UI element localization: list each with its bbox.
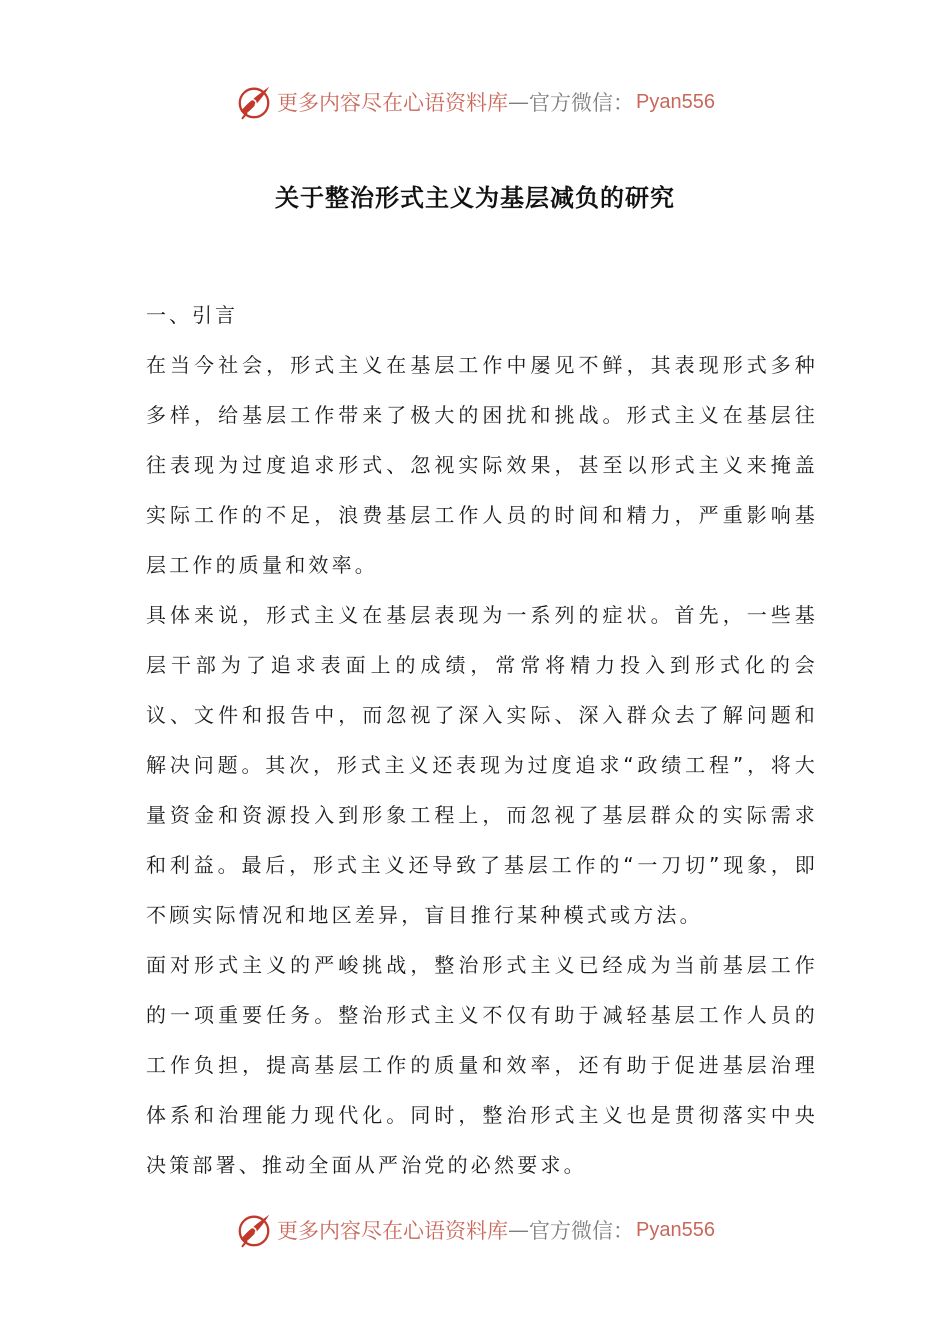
pen-quill-icon bbox=[235, 1211, 273, 1249]
watermark-label: 官方微信： bbox=[529, 91, 635, 115]
paragraph-2: 具体来说，形式主义在基层表现为一系列的症状。首先，一些基层干部为了追求表面上的成绩，常常将精力投入到形式化的会议、文件和报告中，而忽视了深入实际、深入群众去了解问题和解决问题。其次，形式主义还表现为过度追求“政绩工程”，将大量资金和资源投入到形象工程上，而忽视了基层群众的实际需求和利益。最后，形式主义还导致了基层工作的“一刀切”现象，即不顾实际情况和地区差异，盲目推行某种模式或方法。 bbox=[146, 603, 818, 927]
pen-quill-icon bbox=[235, 83, 273, 121]
header-watermark bbox=[0, 80, 950, 124]
section-heading: 一、引言 bbox=[146, 303, 238, 327]
footer-watermark bbox=[0, 1208, 950, 1252]
document-title: 关于整治形式主义为基层减负的研究 bbox=[275, 184, 675, 212]
watermark-wechat-id: Pyan556 bbox=[636, 90, 715, 113]
watermark-label: 官方微信： bbox=[529, 1219, 635, 1243]
watermark-separator: — bbox=[508, 90, 530, 114]
paragraph-3: 面对形式主义的严峻挑战，整治形式主义已经成为当前基层工作的一项重要任务。整治形式主义不仅有助于减轻基层工作人员的工作负担，提高基层工作的质量和效率，还有助于促进基层治理体系和治理能力现代化。同时，整治形式主义也是贯彻落实中央决策部署、推动全面从严治党的必然要求。 bbox=[146, 953, 818, 1177]
watermark-separator: — bbox=[508, 1218, 530, 1242]
document-body bbox=[146, 290, 818, 1190]
watermark-wechat-id: Pyan556 bbox=[636, 1218, 715, 1241]
watermark-main-text: 更多内容尽在心语资料库 bbox=[277, 91, 509, 115]
watermark-main-text: 更多内容尽在心语资料库 bbox=[277, 1219, 509, 1243]
paragraph-1: 在当今社会，形式主义在基层工作中屡见不鲜，其表现形式多种多样，给基层工作带来了极大的困扰和挑战。形式主义在基层往往表现为过度追求形式、忽视实际效果，甚至以形式主义来掩盖实际工作的不足，浪费基层工作人员的时间和精力，严重影响基层工作的质量和效率。 bbox=[146, 353, 818, 577]
